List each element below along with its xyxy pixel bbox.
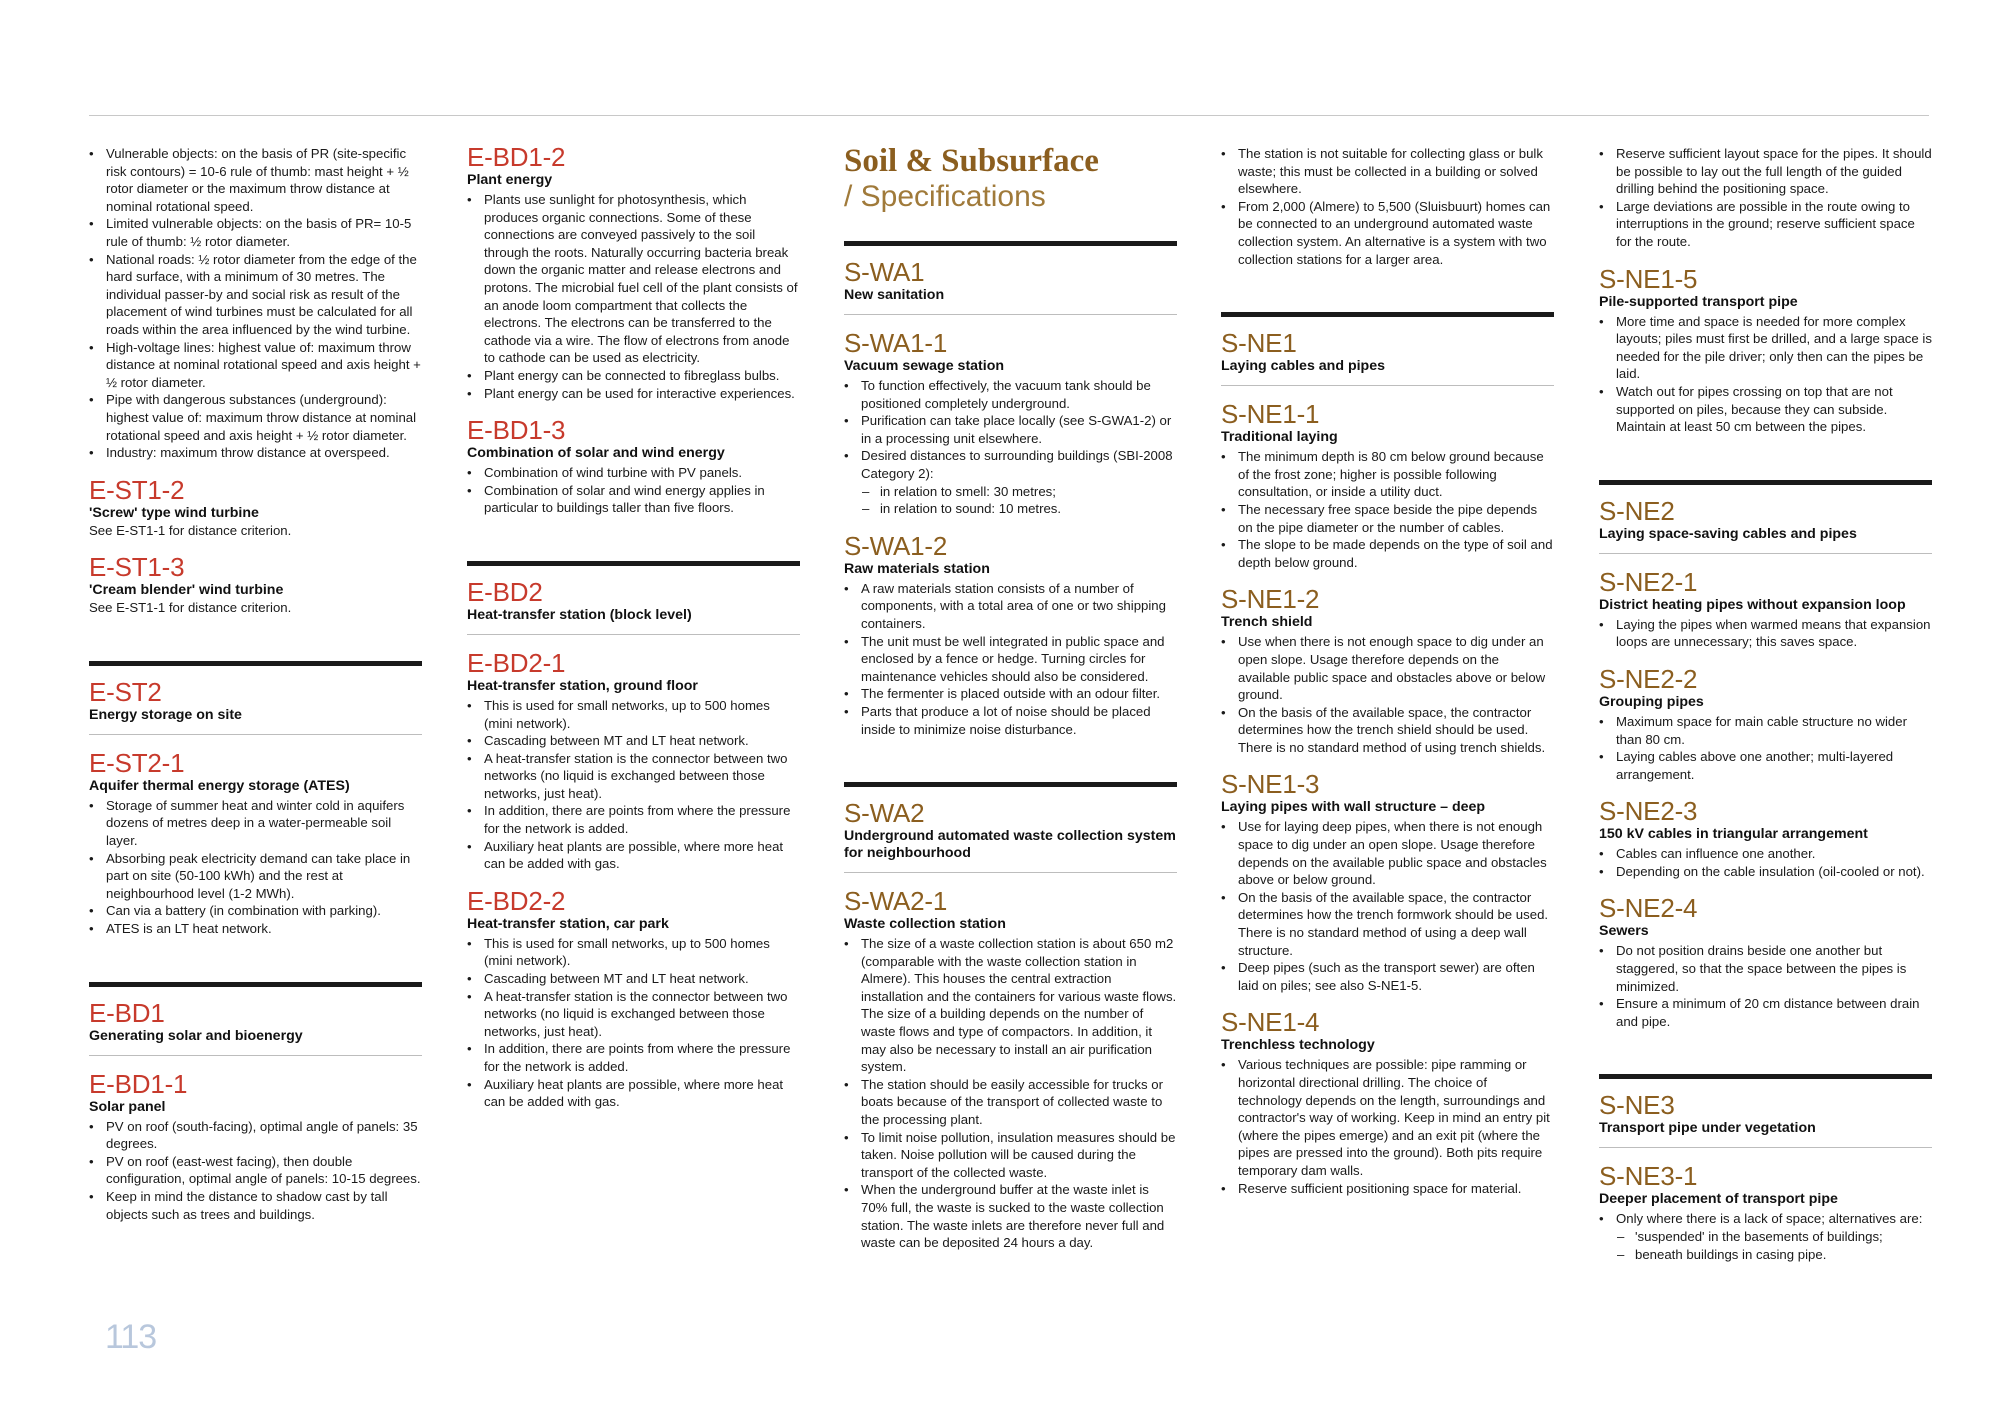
list-item: • This is used for small networks, up to 500 homes (mini network). — [467, 697, 800, 732]
section-code: E-BD1-3 — [467, 415, 566, 446]
list-item: • Depending on the cable insulation (oil-cooled or not). — [1599, 863, 1932, 881]
sub-list-item: – 'suspended' in the basements of buildings; — [1599, 1228, 1932, 1246]
list-item: • The necessary free space beside the pipe depends on the pipe diameter or the number of cables. — [1221, 501, 1554, 536]
list-item: • Absorbing peak electricity demand can take place in part on site (50-100 kWh) and the rest at neighbourhood level (1-2 MWh). — [89, 850, 422, 903]
section-code: S-NE2-3 — [1599, 796, 1698, 827]
list-item: • Cascading between MT and LT heat network. — [467, 970, 800, 988]
section-code: S-NE2-2 — [1599, 663, 1698, 694]
list-item: • Purification can take place locally (see S-GWA1-2) or in a processing unit elsewhere. — [844, 412, 1177, 447]
section-title: Waste collection station — [844, 916, 1006, 933]
list-item: • Combination of wind turbine with PV panels. — [467, 464, 800, 482]
section-rule — [1599, 480, 1932, 485]
list-item: • Plants use sunlight for photosynthesis, which produces organic connections. Some of these connections are conveyed passively to the soil through the roots. Naturally occurring bacteria break down the organic matter and release electrons and protons. The microbial fuel cell of the plant consists of an anode loom compartment that collects the electrons. The electrons can be transferred to the cathode via a wire. The flow of electrons from anode to cathode can be used as electricity. — [467, 191, 800, 367]
sub-rule — [1221, 385, 1554, 386]
bullet-list — [844, 580, 1177, 738]
bullet-list — [467, 191, 800, 402]
list-item: • PV on roof (south-facing), optimal angle of panels: 35 degrees. — [89, 1118, 422, 1153]
list-item: • Pipe with dangerous substances (underground): highest value of: maximum throw distance at nominal rotational speed and axis height + ½ rotor diameter. — [89, 391, 422, 444]
sub-rule — [1599, 553, 1932, 554]
list-item: • The station is not suitable for collecting glass or bulk waste; this must be collected in a building or solved elsewhere. — [1221, 145, 1554, 198]
group-title: Transport pipe under vegetation — [1599, 1120, 1816, 1137]
list-item: • A raw materials station consists of a number of components, with a total area of one or two shipping containers. — [844, 580, 1177, 633]
group-title: Energy storage on site — [89, 706, 242, 723]
bullet-list — [1599, 313, 1932, 436]
list-item: • Use for laying deep pipes, when there is not enough space to dig under an open slope. Usage therefore depends on the available public space and obstacles above or below ground. — [1221, 818, 1554, 888]
sub-rule — [844, 872, 1177, 873]
group-code: S-WA1 — [844, 257, 925, 287]
list-item: • Maximum space for main cable structure no wider than 80 cm. — [1599, 713, 1932, 748]
list-item: • Various techniques are possible: pipe ramming or horizontal directional drilling. The choice of technology depends on the length, surroundings and contractor's way of working. Keep in mind an entry pit (where the pipes emerge) and an exit pit (where the pipes are pressed into the ground). Both pits require temporary dam walls. — [1221, 1056, 1554, 1179]
section-title: District heating pipes without expansion loop — [1599, 596, 1906, 613]
bullet-list — [467, 464, 800, 517]
column-1 — [89, 143, 422, 1223]
section-rule — [89, 982, 422, 987]
list-item: • Parts that produce a lot of noise should be placed inside to minimize noise disturbance. — [844, 703, 1177, 738]
section-code: S-NE1-1 — [1221, 399, 1320, 430]
section-code: E-ST2-1 — [89, 747, 185, 778]
column-3 — [844, 143, 1177, 1252]
section-rule — [844, 241, 1177, 246]
bullet-list — [467, 697, 800, 873]
group-code: S-NE2 — [1599, 495, 1675, 526]
list-item: • A heat-transfer station is the connector between two networks (no liquid is exchanged between those networks, just heat). — [467, 750, 800, 803]
list-item: • A heat-transfer station is the connector between two networks (no liquid is exchanged between those networks, just heat). — [467, 988, 800, 1041]
list-item: • Laying cables above one another; multi-layered arrangement. — [1599, 748, 1932, 783]
list-item: • Keep in mind the distance to shadow cast by tall objects such as trees and buildings. — [89, 1188, 422, 1223]
list-item: • Plant energy can be connected to fibreglass bulbs. — [467, 367, 800, 385]
list-item: • Auxiliary heat plants are possible, where more heat can be added with gas. — [467, 1076, 800, 1111]
bullet-list — [1599, 1210, 1932, 1263]
page-title — [844, 143, 1177, 215]
section-title: Heat-transfer station, car park — [467, 915, 669, 932]
section-code: S-NE1-4 — [1221, 1007, 1320, 1038]
section-title: Solar panel — [89, 1098, 166, 1115]
sub-rule — [89, 1055, 422, 1056]
list-item: • The station should be easily accessible for trucks or boats because of the transport of collected waste to the processing plant. — [844, 1076, 1177, 1129]
section-code: S-NE1-3 — [1221, 769, 1320, 800]
list-item: • The fermenter is placed outside with an odour filter. — [844, 685, 1177, 703]
bullet-list — [1599, 616, 1932, 651]
list-item: • The slope to be made depends on the type of soil and depth below ground. — [1221, 536, 1554, 571]
bullet-list — [1599, 845, 1932, 880]
page-title-sub: / Specifications — [844, 180, 1046, 213]
section-code: E-BD2-1 — [467, 647, 566, 678]
list-item: • Laying the pipes when warmed means that expansion loops are unnecessary; this saves space. — [1599, 616, 1932, 651]
list-item: • Use when there is not enough space to dig under an open slope. Usage therefore depends on the available public space and obstacles above or below ground. — [1221, 633, 1554, 703]
section-code: S-WA1-2 — [844, 530, 948, 561]
section-title: 150 kV cables in triangular arrangement — [1599, 826, 1868, 843]
section-code: S-NE2-1 — [1599, 566, 1698, 597]
bullet-list — [1599, 713, 1932, 783]
sub-rule — [89, 734, 422, 735]
section-title: Plant energy — [467, 172, 553, 188]
section-code: S-NE1-5 — [1599, 263, 1698, 294]
group-title: Heat-transfer station (block level) — [467, 606, 692, 623]
bullet-list — [89, 797, 422, 938]
bullet-list — [1221, 818, 1554, 994]
list-item: • To function effectively, the vacuum tank should be positioned completely underground. — [844, 377, 1177, 412]
list-item: • Ensure a minimum of 20 cm distance between drain and pipe. — [1599, 995, 1932, 1030]
group-title: Laying space-saving cables and pipes — [1599, 525, 1857, 542]
list-item: • Storage of summer heat and winter cold in aquifers dozens of metres deep in a water-permeable soil layer. — [89, 797, 422, 850]
page-title-main: Soil & Subsurface — [844, 143, 1099, 179]
list-item: • Desired distances to surrounding buildings (SBI-2008 Category 2): — [844, 447, 1177, 482]
list-item: • Limited vulnerable objects: on the basis of PR= 10-5 rule of thumb: ½ rotor diameter. — [89, 215, 422, 250]
list-item: • The minimum depth is 80 cm below ground because of the frost zone; higher is possible following consultation, or inside a utility duct. — [1221, 448, 1554, 501]
section-code: E-ST1-3 — [89, 552, 185, 583]
section-rule — [1599, 1074, 1932, 1079]
list-item: • Reserve sufficient positioning space for material. — [1221, 1180, 1554, 1198]
group-title: Underground automated waste collection system for neighbourhood — [844, 828, 1176, 862]
top-rule — [89, 115, 1929, 116]
group-code: E-ST2 — [89, 676, 162, 707]
sub-rule — [467, 634, 800, 635]
list-item: • The unit must be well integrated in public space and enclosed by a fence or hedge. Turning circles for maintenance vehicles should also be considered. — [844, 633, 1177, 686]
list-item: • Cables can influence one another. — [1599, 845, 1932, 863]
column-4 — [1221, 143, 1554, 1197]
section-code: S-NE2-4 — [1599, 893, 1698, 924]
section-title: Combination of solar and wind energy — [467, 445, 725, 462]
list-item: • High-voltage lines: highest value of: maximum throw distance at nominal rotational speed and axis height + ½ rotor diameter. — [89, 339, 422, 392]
section-title: Deeper placement of transport pipe — [1599, 1191, 1838, 1208]
sub-list-item: – in relation to sound: 10 metres. — [844, 500, 1177, 518]
section-code: S-WA2-1 — [844, 886, 948, 917]
group-code: S-WA2 — [844, 798, 925, 829]
list-item: • This is used for small networks, up to 500 homes (mini network). — [467, 935, 800, 970]
sub-list-item: – in relation to smell: 30 metres; — [844, 483, 1177, 501]
section-code: S-NE3-1 — [1599, 1161, 1698, 1192]
list-item: • To limit noise pollution, insulation measures should be taken. Noise pollution will be caused during the transport of the collected waste. — [844, 1129, 1177, 1182]
section-title: 'Screw' type wind turbine — [89, 504, 259, 521]
list-item: • Large deviations are possible in the route owing to interruptions in the ground; reserve sufficient space for the route. — [1599, 198, 1932, 251]
section-code: E-BD2-2 — [467, 885, 566, 916]
column-5 — [1599, 143, 1932, 1263]
bullet-list — [1221, 145, 1554, 268]
bullet-list — [1221, 633, 1554, 756]
group-code: E-BD1 — [89, 997, 165, 1028]
section-code: E-BD1-2 — [467, 142, 566, 172]
section-title: Aquifer thermal energy storage (ATES) — [89, 777, 350, 794]
list-item: • In addition, there are points from where the pressure for the network is added. — [467, 1040, 800, 1075]
sub-rule — [1599, 1147, 1932, 1148]
section-title: 'Cream blender' wind turbine — [89, 582, 284, 599]
section-note: See E-ST1-1 for distance criterion. — [89, 522, 292, 538]
bullet-list — [1221, 1056, 1554, 1197]
section-rule — [467, 561, 800, 566]
section-title: Pile-supported transport pipe — [1599, 293, 1798, 310]
section-rule — [1221, 312, 1554, 317]
list-item: • Auxiliary heat plants are possible, where more heat can be added with gas. — [467, 838, 800, 873]
section-note: See E-ST1-1 for distance criterion. — [89, 600, 292, 616]
list-item: • Reserve sufficient layout space for the pipes. It should be possible to lay out the full length of the guided drilling behind the positioning space. — [1599, 145, 1932, 198]
bullet-list — [844, 377, 1177, 518]
list-item: • Watch out for pipes crossing on top that are not supported on piles, because they can subside. Maintain at least 50 cm between the pipes. — [1599, 383, 1932, 436]
sub-rule — [844, 314, 1177, 315]
group-title: Generating solar and bioenergy — [89, 1027, 303, 1044]
section-rule — [844, 782, 1177, 787]
list-item: • On the basis of the available space, the contractor determines how the trench shield should be used. There is no standard method of using trench shields. — [1221, 704, 1554, 757]
list-item: • From 2,000 (Almere) to 5,500 (Sluisbuurt) homes can be connected to an underground automated waste collection system. An alternative is a system with two collection stations for a larger area. — [1221, 198, 1554, 268]
section-title: Trench shield — [1221, 614, 1313, 631]
list-item: • Only where there is a lack of space; alternatives are: — [1599, 1210, 1932, 1228]
page-number: 113 — [105, 1318, 157, 1356]
list-item: • Combination of solar and wind energy applies in particular to buildings taller than five floors. — [467, 482, 800, 517]
section-title: Heat-transfer station, ground floor — [467, 677, 698, 694]
list-item: • When the underground buffer at the waste inlet is 70% full, the waste is sucked to the waste collection station. The waste inlets are therefore never full and waste can be deposited 24 hours a day. — [844, 1181, 1177, 1251]
list-item: • Do not position drains beside one another but staggered, so that the space between the pipes is minimized. — [1599, 942, 1932, 995]
section-title: Laying pipes with wall structure – deep — [1221, 799, 1486, 816]
group-code: S-NE1 — [1221, 328, 1297, 359]
list-item: • In addition, there are points from where the pressure for the network is added. — [467, 802, 800, 837]
list-item: • Cascading between MT and LT heat network. — [467, 732, 800, 750]
group-title: Laying cables and pipes — [1221, 358, 1385, 375]
section-rule — [89, 661, 422, 666]
section-code: S-WA1-1 — [844, 328, 948, 358]
section-title: Raw materials station — [844, 560, 990, 577]
bullet-list — [1599, 145, 1932, 251]
list-item: • Industry: maximum throw distance at overspeed. — [89, 444, 422, 462]
section-title: Vacuum sewage station — [844, 358, 1005, 374]
bullet-list — [89, 145, 422, 462]
list-item: • More time and space is needed for more complex layouts; piles must first be drilled, and a large space is needed for the pile driver; only then can the pipes be laid. — [1599, 313, 1932, 383]
column-2 — [467, 143, 800, 1111]
bullet-list — [1221, 448, 1554, 571]
list-item: • The size of a waste collection station is about 650 m2 (comparable with the waste collection station in Almere). This houses the central extraction installation and the containers for various waste flows. The size of a building depends on the number of waste flows and type of compactors. In addition, it may also be necessary to install an air purification system. — [844, 935, 1177, 1076]
section-code: E-BD1-1 — [89, 1068, 188, 1099]
bullet-list — [844, 935, 1177, 1252]
bullet-list — [467, 935, 800, 1111]
section-title: Grouping pipes — [1599, 693, 1704, 710]
list-item: • On the basis of the available space, the contractor determines how the trench formwork should be used. There is no standard method of using a deep wall structure. — [1221, 889, 1554, 959]
bullet-list — [89, 1118, 422, 1224]
section-code: S-NE1-2 — [1221, 584, 1320, 615]
list-item: • Plant energy can be used for interactive experiences. — [467, 385, 800, 403]
list-item: • Vulnerable objects: on the basis of PR (site-specific risk contours) = 10-6 rule of thumb: mast height + ½ rotor diameter or the maximum throw distance at nominal rotational speed. — [89, 145, 422, 215]
section-title: Sewers — [1599, 923, 1649, 940]
group-code: S-NE3 — [1599, 1090, 1675, 1121]
group-code: E-BD2 — [467, 576, 543, 607]
list-item: • ATES is an LT heat network. — [89, 920, 422, 938]
sub-list-item: – beneath buildings in casing pipe. — [1599, 1246, 1932, 1264]
list-item: • National roads: ½ rotor diameter from the edge of the hard surface, with a minimum of 30 metres. The individual passer-by and social risk as result of the placement of wind turbines must be calculated for all roads within the area influenced by the wind turbine. — [89, 251, 422, 339]
list-item: • Can via a battery (in combination with parking). — [89, 902, 422, 920]
section-title: Traditional laying — [1221, 429, 1338, 446]
list-item: • Deep pipes (such as the transport sewer) are often laid on piles; see also S-NE1-5. — [1221, 959, 1554, 994]
bullet-list — [1599, 942, 1932, 1030]
group-title: New sanitation — [844, 287, 945, 303]
section-code: E-ST1-2 — [89, 474, 185, 505]
section-title: Trenchless technology — [1221, 1037, 1375, 1054]
list-item: • PV on roof (east-west facing), then double configuration, optimal angle of panels: 10-15 degrees. — [89, 1153, 422, 1188]
